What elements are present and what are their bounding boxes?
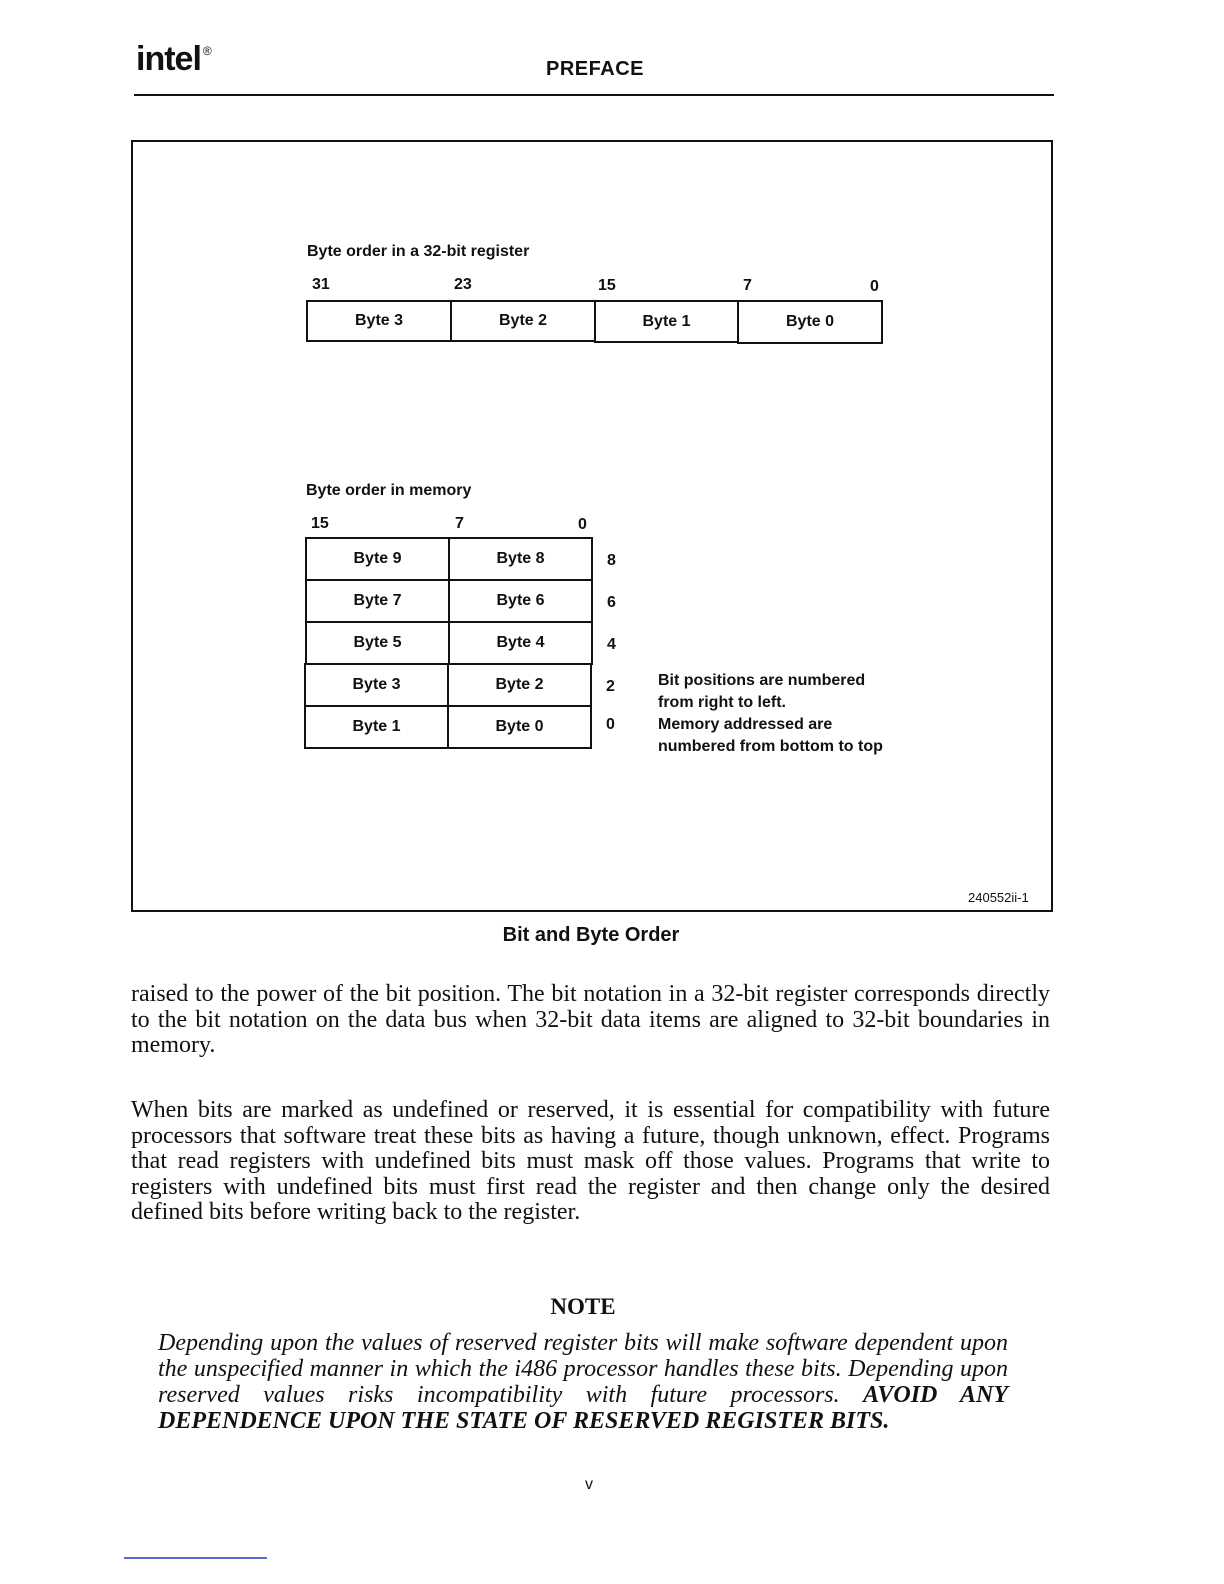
- body-paragraph-1: raised to the power of the bit position. The bit notation in a 32-bit register corresponds directly to the bit notation on the data bus when 32-bit data items are aligned to 32-bit boundaries in memory.: [131, 981, 1050, 1058]
- register-bit-0: 0: [870, 278, 879, 295]
- register-bit-15: 15: [598, 277, 616, 294]
- memory-cell-byte-4: Byte 4: [448, 621, 593, 665]
- logo-text: intel: [136, 40, 201, 78]
- figure-note-line: numbered from bottom to top: [658, 738, 883, 755]
- note-emphasis: AVOID ANY DEPENDENCE UPON THE STATE OF RESERVED REGISTER BITS.: [158, 1382, 1008, 1434]
- figure-frame: [131, 140, 1053, 912]
- memory-label: Byte order in memory: [306, 482, 472, 499]
- register-byte-3: Byte 3: [306, 300, 452, 342]
- body-paragraph-2: When bits are marked as undefined or reserved, it is essential for compatibility with future processors that software treat these bits as having a future, though unknown, effect. Programs that read registers with undefined bits must mask off those values. Programs that write to registers with undefined bits must first read the register and then change only the desired defined bits before writing back to the register.: [131, 1097, 1050, 1225]
- memory-bit-7: 7: [455, 515, 464, 532]
- register-bit-7: 7: [743, 277, 752, 294]
- memory-cell-byte-1: Byte 1: [304, 705, 449, 749]
- figure-id: 240552ii-1: [968, 890, 1029, 905]
- figure-caption: Bit and Byte Order: [502, 924, 680, 946]
- register-byte-1: Byte 1: [594, 300, 739, 343]
- register-bit-23: 23: [454, 276, 472, 293]
- note-body: [158, 1330, 1008, 1434]
- register-label: Byte order in a 32-bit register: [307, 243, 530, 260]
- figure-note-line: from right to left.: [658, 694, 786, 711]
- footer-rule: [124, 1557, 267, 1559]
- section-title: PREFACE: [546, 58, 644, 80]
- memory-address-0: 0: [606, 716, 615, 733]
- memory-cell-byte-7: Byte 7: [305, 579, 450, 623]
- memory-address-4: 4: [607, 636, 616, 653]
- memory-cell-byte-2: Byte 2: [447, 663, 592, 707]
- figure-note-line: Memory addressed are: [658, 716, 833, 733]
- register-byte-0: Byte 0: [737, 300, 883, 344]
- memory-cell-byte-0: Byte 0: [447, 705, 592, 749]
- memory-address-2: 2: [606, 678, 615, 695]
- memory-address-6: 6: [607, 594, 616, 611]
- register-byte-2: Byte 2: [450, 300, 596, 342]
- memory-bit-0: 0: [578, 516, 587, 533]
- register-bit-31: 31: [312, 276, 330, 293]
- note-text: Depending upon the values of reserved register bits will make software dependent upon the unspecified manner in which the i486 processor handles these bits. Depending upon reserved values risks incompatibility with future processors.: [158, 1330, 1008, 1408]
- figure-notes: [658, 670, 883, 758]
- memory-cell-byte-5: Byte 5: [305, 621, 450, 665]
- memory-cell-byte-3: Byte 3: [304, 663, 449, 707]
- memory-cell-byte-6: Byte 6: [448, 579, 593, 623]
- header-rule: [134, 94, 1054, 96]
- registered-mark: ®: [202, 44, 211, 58]
- memory-address-8: 8: [607, 552, 616, 569]
- memory-cell-byte-8: Byte 8: [448, 537, 593, 581]
- page-number: v: [585, 1476, 593, 1493]
- memory-bit-15: 15: [311, 515, 329, 532]
- figure-note-line: Bit positions are numbered: [658, 672, 866, 689]
- memory-cell-byte-9: Byte 9: [305, 537, 450, 581]
- note-title: NOTE: [550, 1294, 616, 1319]
